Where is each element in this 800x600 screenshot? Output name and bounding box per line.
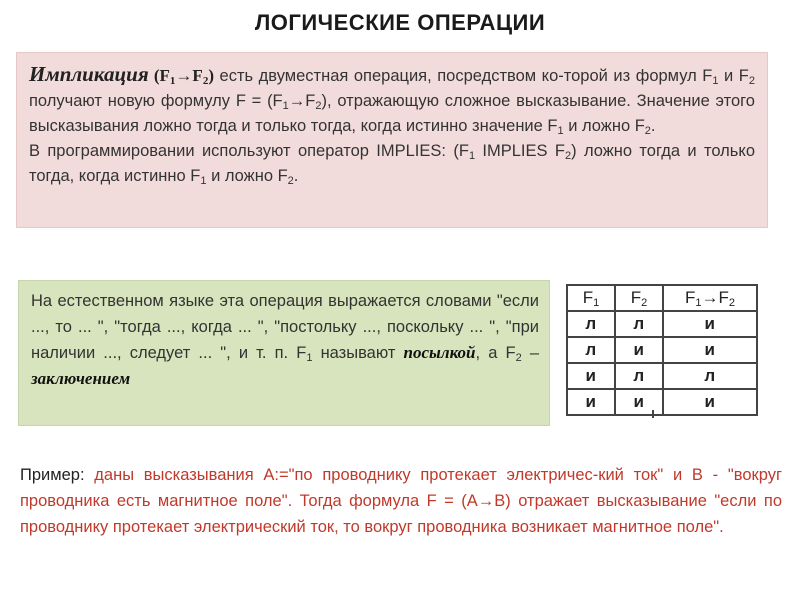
table-cell: и: [663, 389, 757, 415]
truth-table: [566, 284, 758, 416]
table-cell: и: [663, 337, 757, 363]
table-cell: и: [615, 389, 663, 415]
example-paragraph: [20, 462, 782, 540]
table-cell: и: [663, 311, 757, 337]
natural-language-text: На естественном языке эта операция выражается словами "если ..., то ... ", "тогда ..., когда ... ", "постольку ..., поскольку ... ", "при наличии ..., следует ... ", и т. п. $F_1$ называют посылкой, а $F_2$ – заключением: [31, 292, 539, 388]
table-row: [567, 337, 757, 363]
header-f2: $F_2$: [615, 285, 663, 311]
table-cell: л: [615, 311, 663, 337]
table-row: [567, 311, 757, 337]
term-implication: Импликация: [29, 62, 149, 86]
page-title: ЛОГИЧЕСКИЕ ОПЕРАЦИИ: [254, 10, 546, 35]
natural-language-box: [18, 280, 550, 426]
table-cell: л: [567, 311, 615, 337]
table-cell: л: [663, 363, 757, 389]
table-cell: л: [615, 363, 663, 389]
term-premise: посылкой: [403, 343, 476, 362]
table-cell: и: [615, 337, 663, 363]
table-cell: л: [567, 337, 615, 363]
table-row: [567, 389, 757, 415]
term-conclusion: заключением: [31, 369, 131, 388]
programming-text: В программировании используют оператор IMPLIES: ($F_1$ IMPLIES $F_2$) ложно тогда и только тогда, когда истинно $F_1$ и ложно $F_2$.: [29, 142, 755, 187]
definition-text: есть двуместная операция, посредством ко-торой из формул $F_1$ и $F_2$ получают новую формулу $F = (F_1\to F_2)$, отражающую сложное высказывание. Значение этого высказывания ложно тогда и только тогда, когда истинно значение $F_1$ и ложно $F_2$.: [29, 67, 755, 137]
example-label: Пример:: [20, 466, 85, 484]
header-f1-implies-f2: $F_1\to F_2$: [663, 285, 757, 311]
table-row: [567, 363, 757, 389]
table-border-tick: [652, 410, 654, 418]
header-f1: $F_1$: [567, 285, 615, 311]
definition-box: [16, 52, 768, 228]
table-cell: и: [567, 389, 615, 415]
formula-notation: $(F_1\to F_2)$: [148, 66, 214, 87]
truth-table-header-row: [567, 285, 757, 311]
example-text: даны высказывания А:="по проводнику протекает электричес-кий ток" и В - "вокруг проводника есть магнитное поле". Тогда формула F = (A→B) отражает высказывание "если по проводнику протекает электрический ток, то вокруг проводника возникает магнитное поле".: [20, 466, 782, 536]
table-cell: и: [567, 363, 615, 389]
